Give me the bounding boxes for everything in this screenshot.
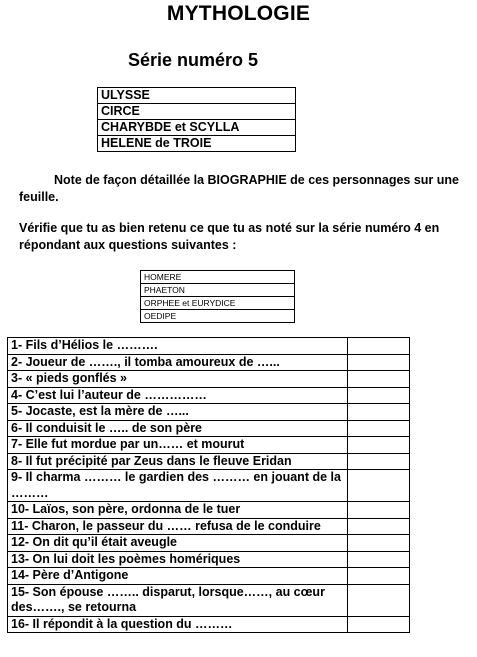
answer-cell[interactable]	[347, 387, 409, 404]
character-cell: ULYSSE	[98, 88, 296, 104]
answer-cell[interactable]	[347, 453, 409, 470]
question-row	[8, 616, 410, 633]
instruction-biography: Note de façon détaillée la BIOGRAPHIE de ces personnages sur une feuille.	[19, 173, 459, 204]
answer-cell[interactable]	[347, 371, 409, 388]
answer-cell[interactable]	[347, 404, 409, 421]
table-row	[141, 297, 295, 310]
question-row	[8, 470, 410, 502]
question-text: 13- On lui doit les poèmes homériques	[8, 551, 348, 568]
series4-characters-table	[140, 270, 295, 323]
question-text: 1- Fils d’Hélios le ……….	[8, 338, 348, 355]
question-text: 15- Son épouse …….. disparut, lorsque……, au cœur des……., se retourna	[8, 584, 348, 616]
answer-cell[interactable]	[347, 518, 409, 535]
table-row	[141, 310, 295, 323]
characters-table	[97, 87, 296, 152]
character-cell: PHAETON	[141, 284, 295, 297]
character-cell: CIRCE	[98, 104, 296, 120]
character-cell: ORPHEE et EURYDICE	[141, 297, 295, 310]
table-row	[98, 136, 296, 152]
answer-cell[interactable]	[347, 502, 409, 519]
answer-cell[interactable]	[347, 338, 409, 355]
answer-cell[interactable]	[347, 437, 409, 454]
questions-table	[7, 337, 410, 633]
question-row	[8, 584, 410, 616]
question-text: 7- Elle fut mordue par un…… et mourut	[8, 437, 348, 454]
question-row	[8, 420, 410, 437]
question-text: 11- Charon, le passeur du …… refusa de le conduire	[8, 518, 348, 535]
question-row	[8, 518, 410, 535]
question-text: 16- Il répondit à la question du ………	[8, 616, 348, 633]
series-subtitle: Série numéro 5	[128, 50, 259, 70]
question-row	[8, 453, 410, 470]
question-text: 5- Jocaste, est la mère de …...	[8, 404, 348, 421]
question-row	[8, 502, 410, 519]
table-row	[141, 284, 295, 297]
page-title: MYTHOLOGIE	[166, 2, 311, 25]
character-cell: CHARYBDE et SCYLLA	[98, 120, 296, 136]
question-text: 10- Laïos, son père, ordonna de le tuer	[8, 502, 348, 519]
answer-cell[interactable]	[347, 551, 409, 568]
answer-cell[interactable]	[347, 470, 409, 502]
question-row	[8, 535, 410, 552]
question-text: 6- Il conduisit le ….. de son père	[8, 420, 348, 437]
character-cell: HOMERE	[141, 271, 295, 284]
answer-cell[interactable]	[347, 420, 409, 437]
character-cell: OEDIPE	[141, 310, 295, 323]
answer-cell[interactable]	[347, 584, 409, 616]
question-text: 8- Il fut précipité par Zeus dans le fleuve Eridan	[8, 453, 348, 470]
question-text: 2- Joueur de ……., il tomba amoureux de …...	[8, 354, 348, 371]
question-row	[8, 338, 410, 355]
answer-cell[interactable]	[347, 568, 409, 585]
question-row	[8, 551, 410, 568]
character-cell: HELENE de TROIE	[98, 136, 296, 152]
answer-cell[interactable]	[347, 354, 409, 371]
question-row	[8, 354, 410, 371]
question-text: 3- « pieds gonflés »	[8, 371, 348, 388]
question-row	[8, 437, 410, 454]
question-row	[8, 371, 410, 388]
question-text: 12- On dit qu’il était aveugle	[8, 535, 348, 552]
answer-cell[interactable]	[347, 616, 409, 633]
question-row	[8, 404, 410, 421]
instruction-review: Vérifie que tu as bien retenu ce que tu as noté sur la série numéro 4 en répondant aux questions suivantes :	[19, 221, 440, 252]
table-row	[98, 120, 296, 136]
table-row	[98, 88, 296, 104]
question-text: 4- C’est lui l’auteur de ……………	[8, 387, 348, 404]
table-row	[98, 104, 296, 120]
question-row	[8, 387, 410, 404]
question-text: 9- Il charma ……… le gardien des ……… en jouant de la ………	[8, 470, 348, 502]
question-text: 14- Père d’Antigone	[8, 568, 348, 585]
answer-cell[interactable]	[347, 535, 409, 552]
question-row	[8, 568, 410, 585]
table-row	[141, 271, 295, 284]
